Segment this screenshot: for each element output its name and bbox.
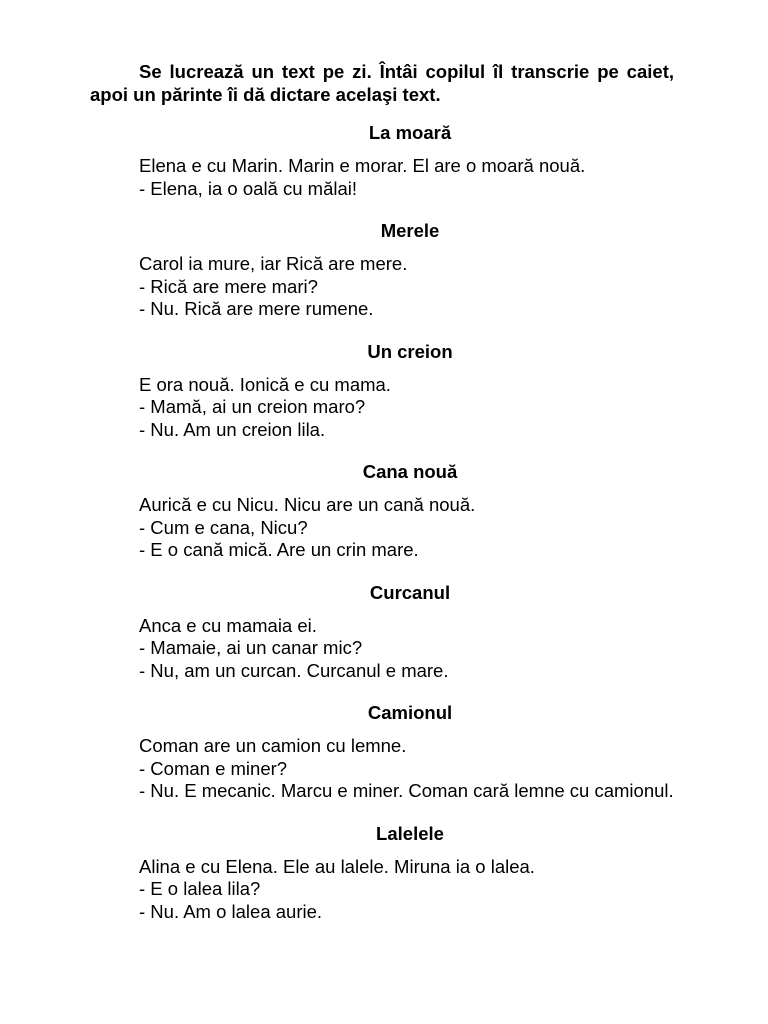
story-line: Elena e cu Marin. Marin e morar. El are o moară nouă. [139,155,586,176]
story-title: Camionul [367,702,453,723]
story-line: - Nu. Am un creion lila. [139,418,326,440]
story-line: - Nu. Rică are mere rumene. [139,298,374,319]
story-line: - E o lalea lila? [139,878,261,899]
story-line: - Rică are mere mari? [139,275,318,297]
story-title: Un creion [367,340,453,362]
story-title: Curcanul [369,581,451,603]
story-lalelele [90,823,674,924]
story-line: - Coman e miner? [139,757,288,779]
story-title: Merele [380,220,440,241]
story-title: La moară [368,122,452,143]
story-curcanul [90,582,674,683]
story-cana-noua [90,461,674,562]
intro-block [90,60,674,106]
intro-paragraph: Se lucrează un text pe zi. Întâi copilul îl transcrie pe caiet, apoi un părinte îi dă dictare acelaşi text. [90,61,674,105]
story-line: - Elena, ia o oală cu mălai! [139,177,358,199]
story-line: Coman are un camion cu lemne. [139,735,407,756]
story-title: Cana nouă [362,461,458,482]
story-line: Alina e cu Elena. Ele au lalele. Miruna ia o lalea. [139,855,535,877]
story-un-creion [90,341,674,442]
story-line: - Mamă, ai un creion maro? [139,396,366,417]
story-line: E ora nouă. Ionică e cu mama. [139,373,391,395]
story-line: Aurică e cu Nicu. Nicu are un cană nouă. [139,494,476,515]
story-la-moara [90,122,674,200]
story-camionul [90,702,674,803]
story-line: - Nu. E mecanic. Marcu e miner. Coman cară lemne cu camionul. [139,780,674,801]
story-line: Anca e cu mamaia ei. [139,614,317,636]
story-line: - E o cană mică. Are un crin mare. [139,539,419,560]
story-line: - Cum e cana, Nicu? [139,516,308,538]
story-merele [90,220,674,321]
story-line: - Nu, am un curcan. Curcanul e mare. [139,659,449,681]
story-line: - Nu. Am o lalea aurie. [139,900,323,922]
story-title: Lalelele [376,822,444,844]
story-line: Carol ia mure, iar Rică are mere. [139,253,408,274]
story-line: - Mamaie, ai un canar mic? [139,637,363,658]
document-page [90,60,674,923]
